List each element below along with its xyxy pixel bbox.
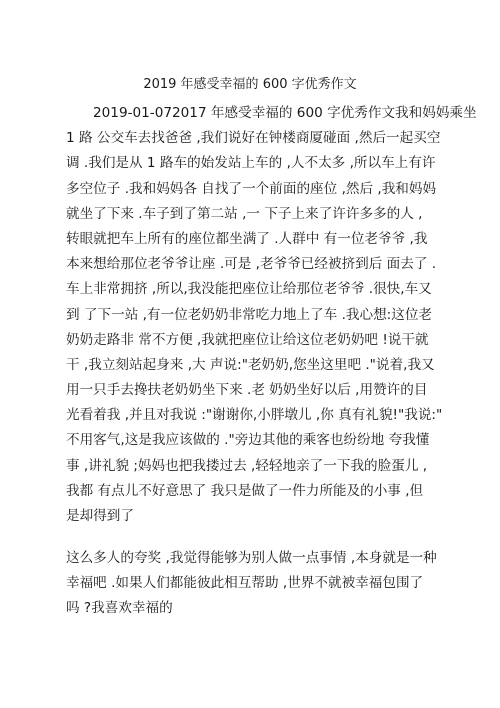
body-line: 本来想给那位老爷爷让座 .可是 ,老爷爷已经被挤到后 面去了 . bbox=[66, 256, 437, 273]
body-line: 到 了下一站 ,有一位老奶奶非常吃力地上了车 .我心想:这位老 bbox=[66, 306, 433, 323]
body-line: 事 ,讲礼貌 ;妈妈也把我搂过去 ,轻轻地亲了一下我的脸蛋儿 , bbox=[66, 457, 428, 474]
document-body bbox=[66, 101, 477, 529]
document-closing-paragraph bbox=[66, 546, 446, 621]
body-line: 调 .我们是从 1 路车的始发站上车的 ,人不太多 ,所以车上有许 bbox=[66, 155, 436, 172]
body-line: 这么多人的夸奖 ,我觉得能够为别人做一点事情 ,本身就是一种 bbox=[66, 550, 437, 566]
document-title: 2019 年感受幸福的 600 字优秀作文 bbox=[143, 77, 357, 92]
body-line: 奶奶走路非 常不方便 ,我就把座位让给这位老奶奶吧 !说干就 bbox=[66, 331, 429, 348]
body-line: 1 路 公交车去找爸爸 ,我们说好在钟楼商厦碰面 ,然后一起买空 bbox=[66, 130, 441, 147]
body-line: 干 ,我立刻站起身来 ,大 声说:"老奶奶,您坐这里吧 ."说着,我又 bbox=[66, 356, 435, 373]
body-line: 吗 ?我喜欢幸福的 bbox=[66, 600, 173, 616]
body-line: 是却得到了 bbox=[66, 508, 134, 524]
body-line: 不用客气,这是我应该做的 ."旁边其他的乘客也纷纷地 夸我懂 bbox=[66, 432, 430, 449]
body-line: 转眼就把车上所有的座位都坐满了 .人群中 有一位老爷爷 ,我 bbox=[66, 230, 428, 247]
body-line: 光看着我 ,并且对我说 :"谢谢你,小胖墩儿 ,你 真有礼貌!"我说:" bbox=[66, 407, 443, 424]
body-line: 就坐了下来 .车子到了第二站 ,一 下子上来了许许多多的人 , bbox=[66, 205, 423, 222]
body-line: 车上非常拥挤 ,所以,我没能把座位让给那位老爷爷 .很快,车又 bbox=[66, 281, 432, 298]
body-line: 2019-01-072017 年感受幸福的 600 字优秀作文我和妈妈乘坐 bbox=[93, 105, 477, 121]
body-line: 用一只手去搀扶老奶奶坐下来 .老 奶奶坐好以后 ,用赞许的目 bbox=[66, 382, 428, 399]
body-line: 我都 有点儿不好意思了 我只是做了一件力所能及的小事 ,但 bbox=[66, 482, 424, 499]
body-line: 多空位子 .我和妈妈各 自找了一个前面的座位 ,然后 ,我和妈妈 bbox=[66, 180, 437, 197]
body-line: 幸福吧 .如果人们都能彼此相互帮助 ,世界不就被幸福包围了 bbox=[66, 575, 424, 591]
